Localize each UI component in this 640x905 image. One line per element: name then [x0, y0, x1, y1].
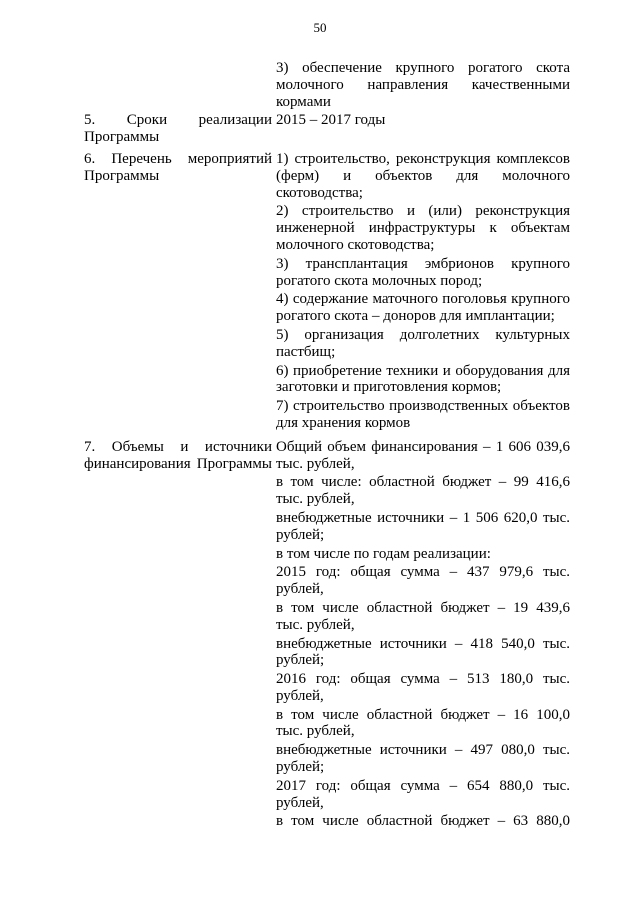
table-row-activities — [84, 151, 570, 434]
table-row-terms — [84, 112, 570, 146]
passport-table — [0, 60, 640, 832]
funding-item: в том числе областной бюджет – 63 880,0 — [276, 813, 570, 830]
activity-item: 6) приобретение техники и оборудования для заготовки и приготовления кормов; — [276, 362, 570, 396]
goal-item-3: 3) обеспечение крупного рогатого скота молочного направления качественными кормами — [276, 60, 570, 110]
terms-label: 5. Сроки реализации Программы — [84, 112, 272, 146]
funding-item: в том числе областной бюджет – 16 100,0 тыс. рублей, — [276, 706, 570, 740]
activity-item: 3) трансплантация эмбрионов крупного рогатого скота молочных пород; — [276, 255, 570, 289]
funding-item: внебюджетные источники – 1 506 620,0 тыс. рублей; — [276, 509, 570, 543]
row-value — [276, 439, 570, 833]
table-row-goal-item-3 — [84, 60, 570, 112]
row-label — [84, 439, 276, 833]
activity-item: 1) строительство, реконструкция комплексов (ферм) и объектов для молочного скотоводства; — [276, 150, 570, 201]
table-row-funding — [84, 439, 570, 833]
page-number: 50 — [313, 20, 327, 35]
activity-item: 5) организация долголетних культурных пастбищ; — [276, 326, 570, 360]
row-value — [276, 151, 570, 434]
funding-item: внебюджетные источники – 418 540,0 тыс. рублей; — [276, 635, 570, 669]
funding-item: внебюджетные источники – 497 080,0 тыс. рублей; — [276, 742, 570, 776]
funding-label: 7. Объемы и источники финансирования Программы — [84, 438, 272, 472]
activity-item: 7) строительство производственных объектов для хранения кормов — [276, 398, 570, 431]
row-label — [84, 151, 276, 434]
activity-item: 4) содержание маточного поголовья крупного рогатого скота – доноров для имплантации; — [276, 291, 570, 325]
activity-item: 2) строительство и (или) реконструкция инженерной инфраструктуры к объектам молочного скотоводства; — [276, 203, 570, 253]
row-label — [84, 112, 276, 146]
funding-item: 2015 год: общая сумма – 437 979,6 тыс. рублей, — [276, 564, 570, 598]
funding-item: в том числе по годам реализации: — [276, 545, 491, 562]
row-value — [276, 60, 570, 112]
row-value — [276, 112, 570, 146]
funding-item: в том числе областной бюджет – 19 439,6 тыс. рублей, — [276, 599, 570, 633]
funding-item: 2016 год: общая сумма – 513 180,0 тыс. рублей, — [276, 671, 570, 704]
terms-value: 2015 – 2017 годы — [276, 112, 386, 129]
funding-item: Общий объем финансирования – 1 606 039,6 тыс. рублей, — [276, 438, 570, 472]
funding-item: 2017 год: общая сумма – 654 880,0 тыс. рублей, — [276, 777, 570, 811]
funding-item: в том числе: областной бюджет – 99 416,6 тыс. рублей, — [276, 474, 570, 508]
row-label — [84, 60, 276, 112]
activities-label: 6. Перечень мероприятий Программы — [84, 150, 272, 184]
